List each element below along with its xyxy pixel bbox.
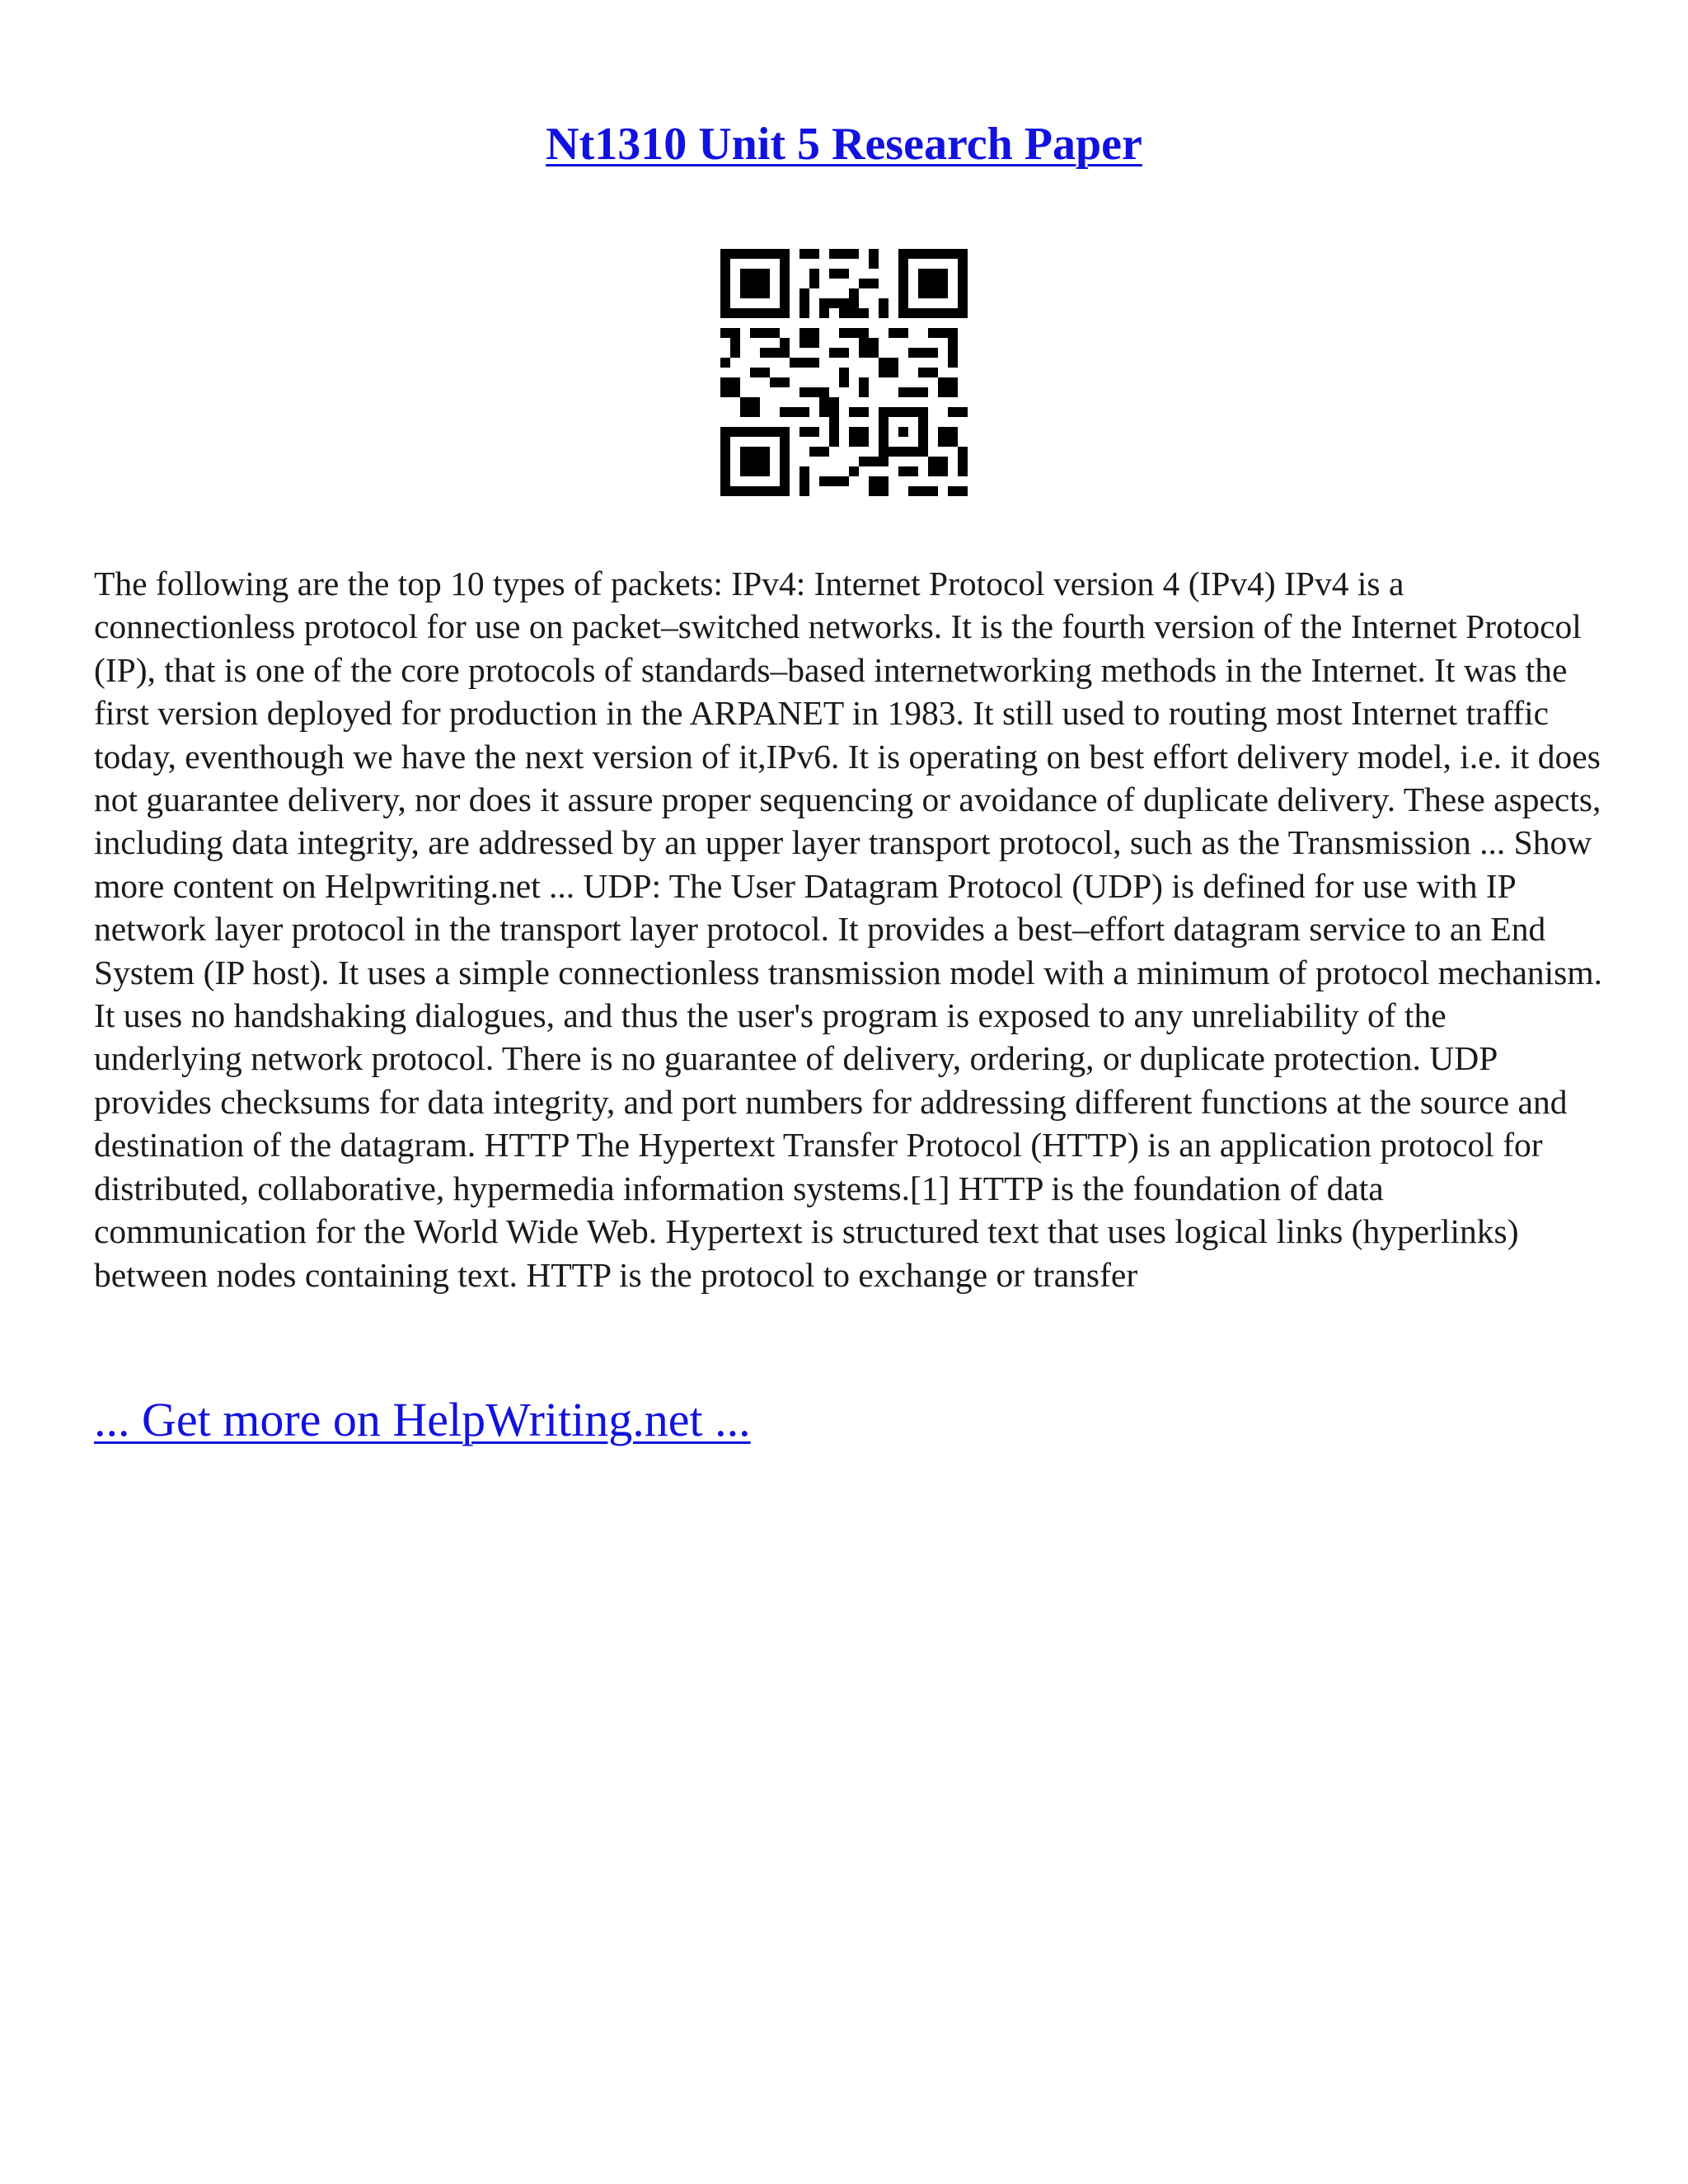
title-link[interactable]: Nt1310 Unit 5 Research Paper: [546, 119, 1142, 170]
article-body: The following are the top 10 types of packets: IPv4: Internet Protocol version 4 (IPv4) IPv4 is a connectionless protocol for use on packet–switched networks. It is the fourth version of the Internet Protocol (IP), that is one of the core protocols of standards–based internetworking methods in the Internet. It was the first version deployed for production in the ARPANET in 1983. It still used to routing most Internet traffic today, eventhough we have the next version of it,IPv6. It is operating on best effort delivery model, i.e. it does not guarantee delivery, nor does it assure proper sequencing or avoidance of duplicate delivery. These aspects, including data integrity, are addressed by an upper layer transport protocol, such as the Transmission ... Show more content on Helpwriting.net ... UDP: The User Datagram Protocol (UDP) is defined for use with IP network layer protocol in the transport layer protocol. It provides a best–effort datagram service to an End System (IP host). It uses a simple connectionless transmission model with a minimum of protocol mechanism. It uses no handshaking dialogues, and thus the user's program is exposed to any unreliability of the underlying network protocol. There is no guarantee of delivery, ordering, or duplicate protection. UDP provides checksums for data integrity, and port numbers for addressing different functions at the source and destination of the datagram. HTTP The Hypertext Transfer Protocol (HTTP) is an application protocol for distributed, collaborative, hypermedia information systems.[1] HTTP is the foundation of data communication for the World Wide Web. Hypertext is structured text that uses logical links (hyperlinks) between nodes containing text. HTTP is the protocol to exchange or transfer: [94, 565, 1602, 1294]
page-title: [0, 115, 1688, 173]
get-more-link[interactable]: ... Get more on HelpWriting.net ...: [94, 1393, 751, 1446]
qr-code-graphic: [720, 249, 968, 496]
qr-code-icon: [720, 249, 968, 496]
get-more-link-container: [94, 1391, 751, 1449]
